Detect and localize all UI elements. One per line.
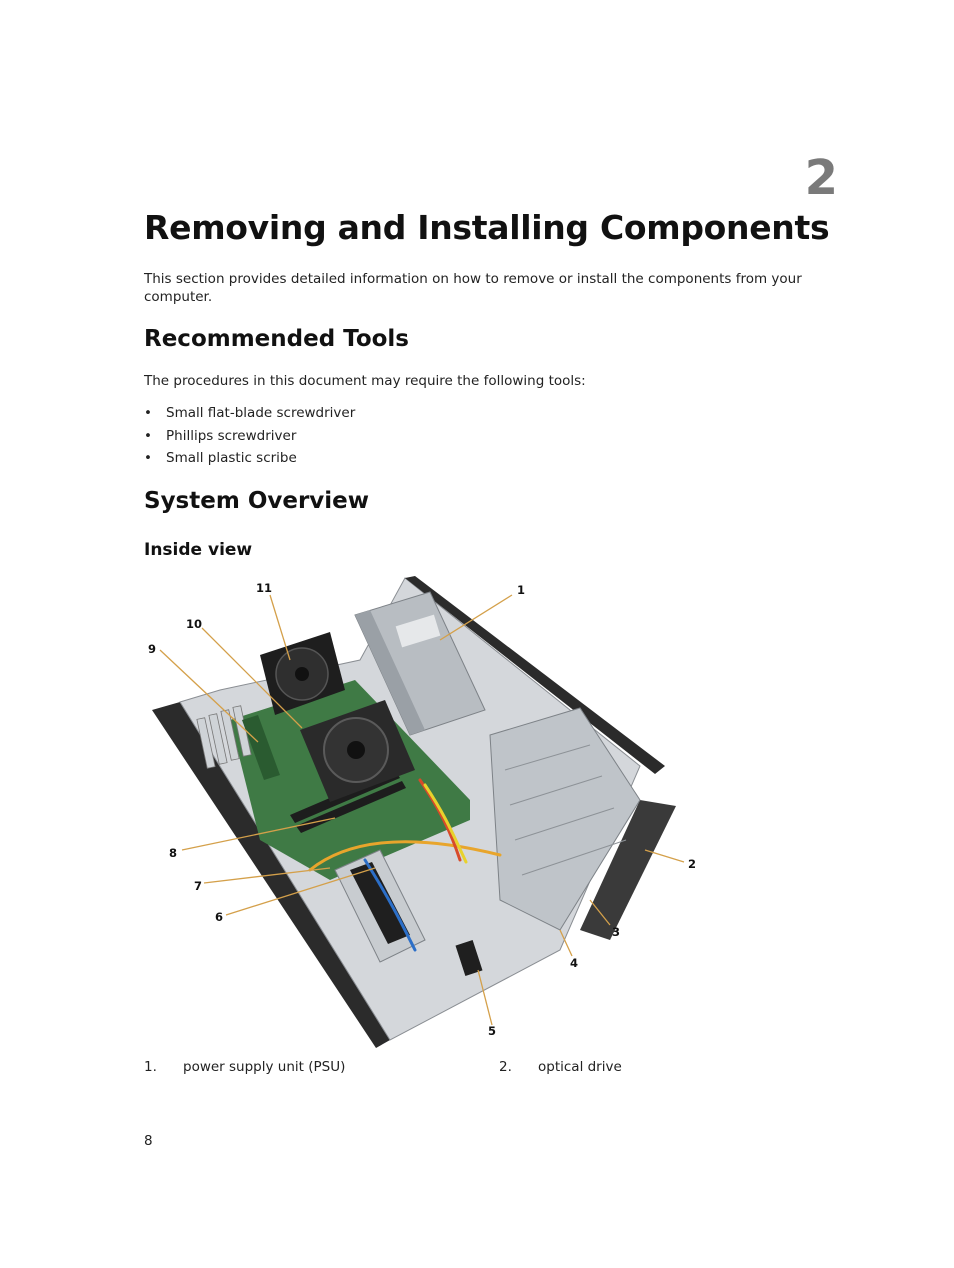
bullet-icon: • bbox=[144, 450, 152, 466]
legend-text: power supply unit (PSU) bbox=[183, 1059, 346, 1075]
legend-number: 2. bbox=[499, 1059, 512, 1075]
callout-7: 7 bbox=[194, 879, 203, 893]
system-overview-heading: System Overview bbox=[144, 488, 370, 514]
legend-text: optical drive bbox=[538, 1059, 622, 1075]
callout-10: 10 bbox=[186, 617, 203, 631]
page-number: 8 bbox=[144, 1133, 153, 1149]
intro-paragraph: This section provides detailed information on how to remove or install the components from your computer. bbox=[144, 271, 802, 305]
callout-6: 6 bbox=[215, 910, 224, 924]
bullet-icon: • bbox=[144, 405, 152, 421]
callout-1: 1 bbox=[517, 583, 526, 597]
computer-inside-view-figure bbox=[140, 570, 710, 1055]
callout-2: 2 bbox=[688, 857, 697, 871]
bullet-icon: • bbox=[144, 427, 152, 444]
tools-list bbox=[144, 405, 355, 473]
chapter-number: 2 bbox=[804, 150, 838, 206]
callout-5: 5 bbox=[488, 1024, 497, 1038]
callout-11: 11 bbox=[256, 581, 273, 595]
callout-4: 4 bbox=[570, 956, 579, 970]
legend-number: 1. bbox=[144, 1059, 157, 1075]
inside-view-heading: Inside view bbox=[144, 540, 253, 560]
recommended-tools-heading: Recommended Tools bbox=[144, 326, 409, 352]
callout-9: 9 bbox=[148, 642, 157, 656]
list-item: • Phillips screwdriver bbox=[144, 427, 297, 444]
list-item: • Small flat-blade screwdriver bbox=[144, 405, 356, 421]
tools-lead-text: The procedures in this document may require the following tools: bbox=[144, 373, 586, 389]
callout-8: 8 bbox=[169, 846, 178, 860]
page-title: Removing and Installing Components bbox=[144, 208, 830, 247]
list-item: • Small plastic scribe bbox=[144, 450, 297, 466]
callout-3: 3 bbox=[612, 925, 621, 939]
